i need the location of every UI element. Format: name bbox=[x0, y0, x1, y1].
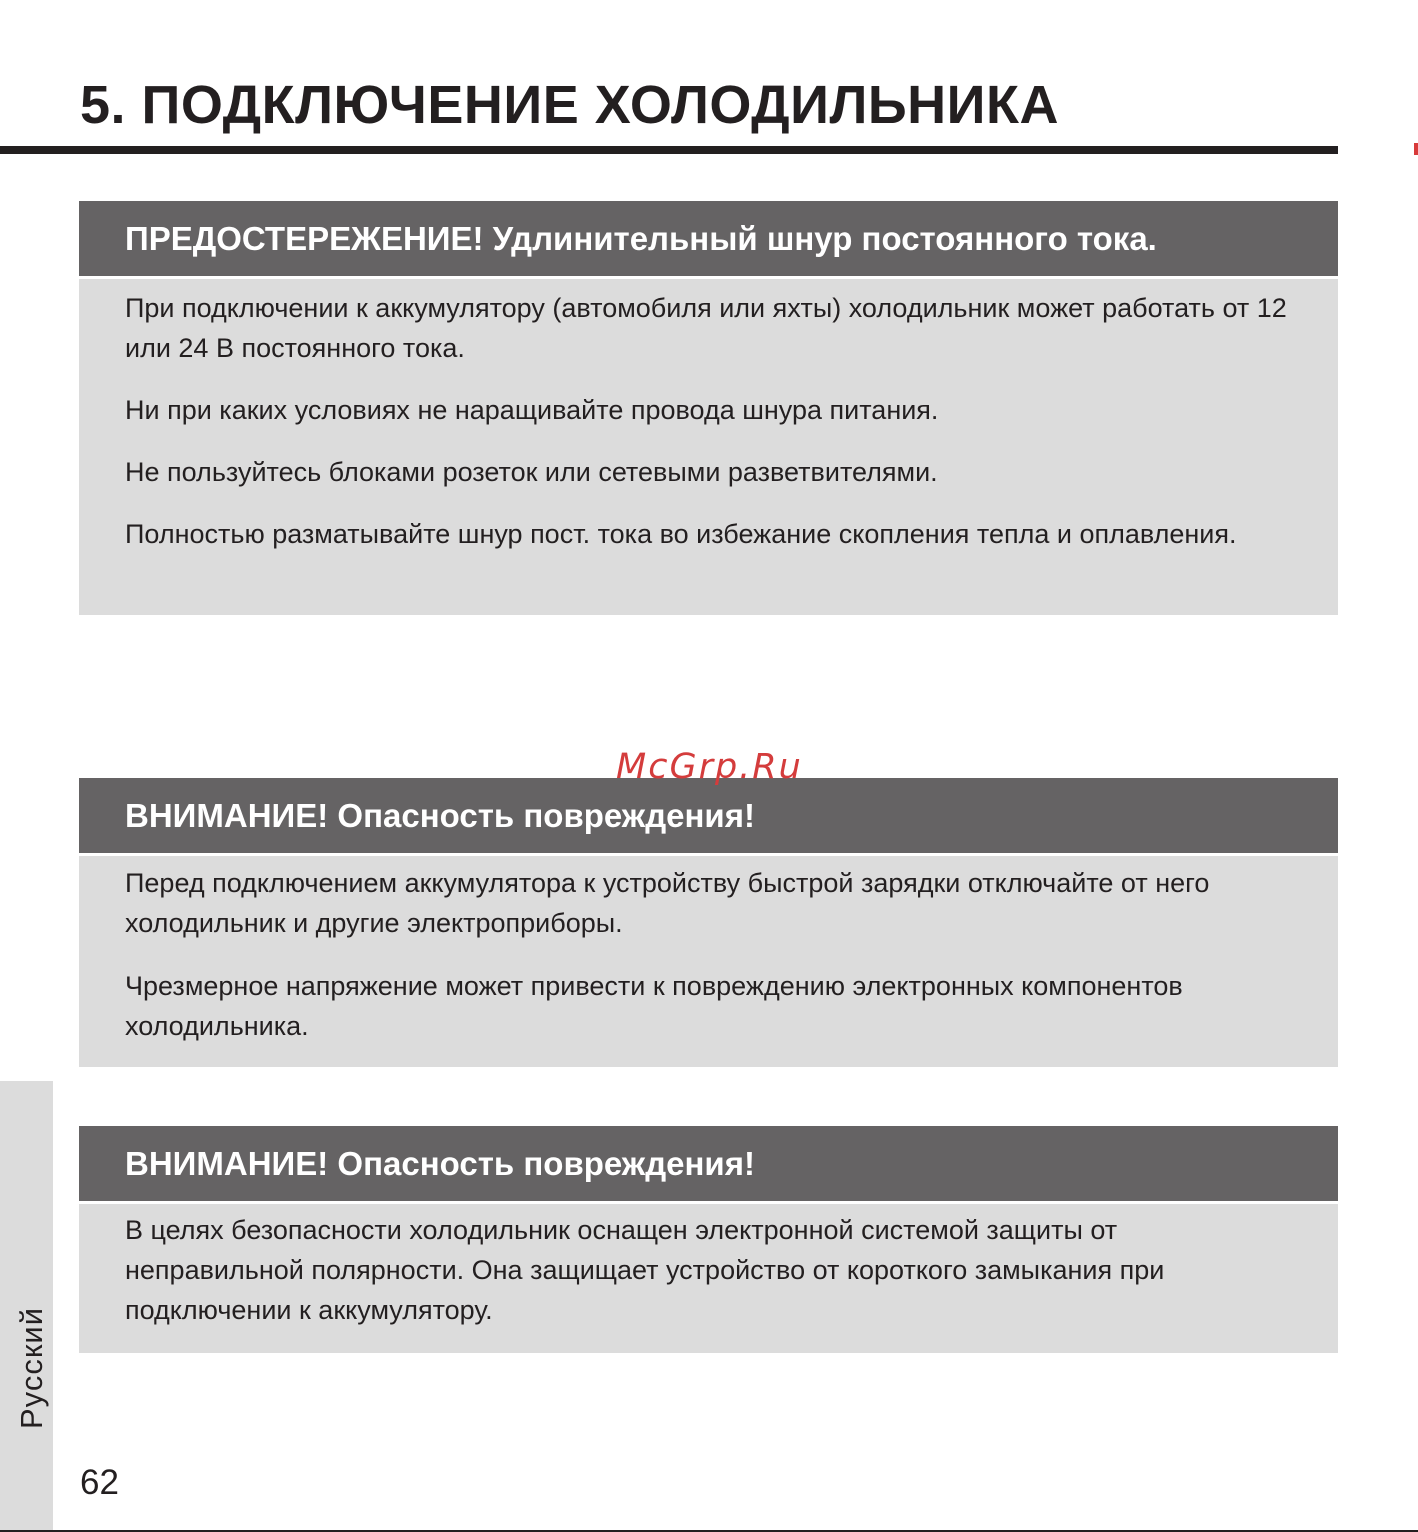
warning-box-header: ПРЕДОСТЕРЕЖЕНИЕ! Удлинительный шнур постоянного тока. bbox=[79, 201, 1338, 276]
language-label: Русский bbox=[14, 1306, 49, 1430]
caution-paragraph: Перед подключением аккумулятора к устройству быстрой зарядки отключайте от него холодильник и другие электроприборы. bbox=[125, 868, 1210, 938]
caution-paragraph: Чрезмерное напряжение может привести к повреждению электронных компонентов холодильника. bbox=[125, 971, 1183, 1041]
warning-paragraph: Не пользуйтесь блоками розеток или сетевыми разветвителями. bbox=[125, 457, 938, 487]
caution-paragraph: В целях безопасности холодильник оснащен электронной системой защиты от неправильной полярности. Она защищает устройство от короткого замыкания при подключении к аккумулятору. bbox=[125, 1215, 1165, 1325]
watermark: McGrp.Ru bbox=[616, 747, 803, 787]
caution-box-polarity bbox=[79, 1126, 1338, 1353]
caution-box-body bbox=[79, 856, 1338, 1067]
caution-box-body bbox=[79, 1204, 1338, 1353]
warning-paragraph: Ни при каких условиях не наращивайте провода шнура питания. bbox=[125, 395, 939, 425]
title-divider bbox=[0, 146, 1338, 154]
warning-paragraph: Полностью разматывайте шнур пост. тока во избежание скопления тепла и оплавления. bbox=[125, 519, 1237, 549]
warning-paragraph: При подключении к аккумулятору (автомобиля или яхты) холодильник может работать от 12 или 24 В постоянного тока. bbox=[125, 293, 1287, 363]
warning-box-extension-cord bbox=[79, 201, 1338, 615]
edge-mark bbox=[1414, 143, 1418, 155]
caution-box-header: ВНИМАНИЕ! Опасность повреждения! bbox=[79, 1126, 1338, 1201]
page-title: 5. ПОДКЛЮЧЕНИЕ ХОЛОДИЛЬНИКА bbox=[80, 75, 1059, 135]
page-number: 62 bbox=[80, 1463, 119, 1502]
caution-box-charger bbox=[79, 778, 1338, 1067]
caution-box-header: ВНИМАНИЕ! Опасность повреждения! bbox=[79, 778, 1338, 853]
warning-box-body bbox=[79, 279, 1338, 615]
